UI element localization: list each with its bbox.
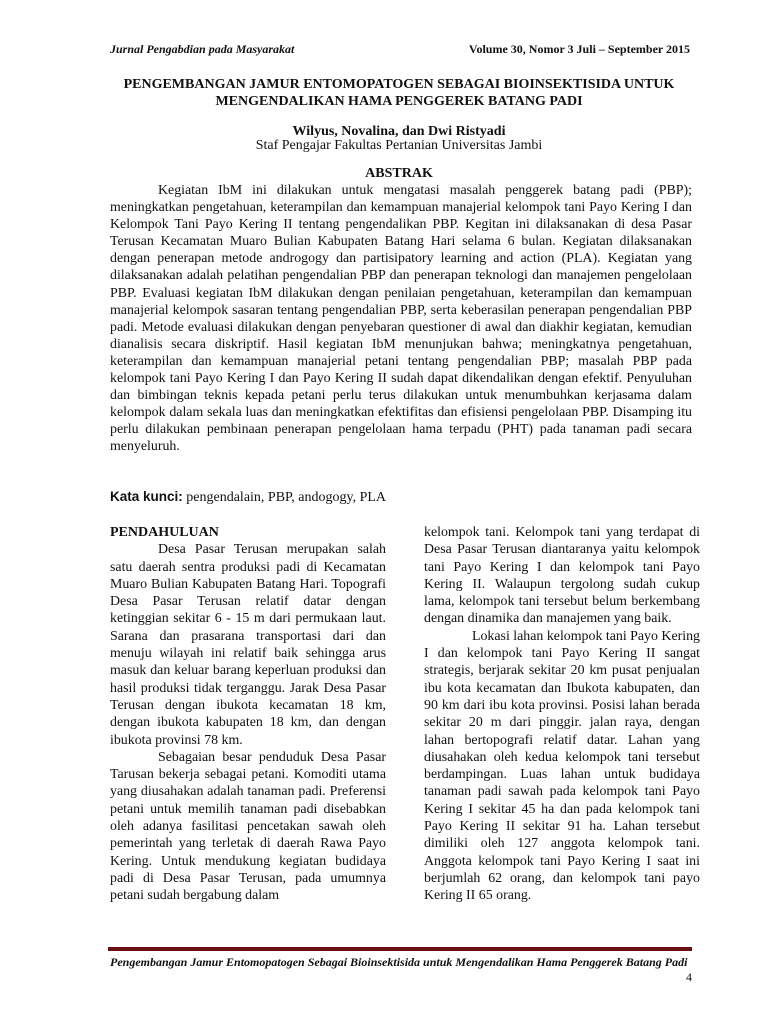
footer-title: Pengembangan Jamur Entomopatogen Sebagai Bioinsektisida untuk Mengendalikan Hama Penggerek Batang Padi [110, 955, 688, 969]
authors: Wilyus, Novalina, dan Dwi Ristyadi [292, 124, 506, 139]
journal-name: Jurnal Pengabdian pada Masyarakat [110, 42, 295, 56]
abstract-text: Kegiatan IbM ini dilakukan untuk mengatasi masalah penggerek batang padi (PBP); meningkatkan pengetahuan, keterampilan dan kemampuan manajerial kelompok tani Payo Kering I dan Kelompok Tani Payo Kering II tentang pengendalikan PBP. Kegitan ini dilaksanakan di desa Pasar Terusan Kecamatan Muaro Bulian Kabupaten Batang Hari selama 6 bulan. Kegiatan dilaksanakan dengan penerapan metode androgogy dan partisipatory learning and action (PLA). Kegiatan yang dilaksanakan adalah pelatihan pengendalian PBP dan penerapan teknologi dan manajemen pengelolaan PBP. Evaluasi kegiatan IbM dilakukan dengan penilaian pengetahuan, keterampilan dan kemampuan manajerial kelompok sasaran tentang pengendalian PBP, serta keberasilan penerapan pengendalian PBP padi. Metode evaluasi dilakukan dengan penyebaran questioner di awal dan diakhir kegiatan, kemudian dianalisis secara diskriptif. Hasil kegiatan IbM menunjukan bahwa; meningkatnya pengetahuan, keterampilan dan kemampuan manajerial petani tentang pengendalian PBP; masalah PBP pada kelompok tani Payo Kering I dan Payo Kering II sudah dapat dikendalikan dengan efektif. Penyuluhan dan bimbingan teknis kepada petani perlu terus dilakukan untuk menumbuhkan kerjasama dalam kelompok dalam sekala luas dan meningkatkan efektifitas dan efisiensi pengelolaan PBP. Disamping itu perlu dilakukan pembinaan penerapan pengelolaan hama terpadu (PHT) pada tanaman padi secara menyeluruh. [110, 183, 692, 455]
paragraph: kelompok tani. Kelompok tani yang terdapat di Desa Pasar Terusan diantaranya yaitu kelompok tani Payo Kering I dan kelompok tani Payo Kering II. Walaupun tergolong sudah cukup lama, kelompok tani tersebut belum berkembang dengan dinamika dan manajemen yang baik. [424, 525, 700, 627]
running-header [110, 42, 690, 57]
keywords-label: Kata kunci: [110, 489, 183, 504]
affiliation: Staf Pengajar Fakultas Pertanian Universitas Jambi [255, 138, 543, 153]
keywords [110, 489, 692, 506]
volume-info: Volume 30, Nomor 3 Juli – September 2015 [468, 42, 690, 56]
abstract-heading: ABSTRAK [365, 166, 433, 181]
left-column [110, 524, 386, 905]
page-number: 4 [686, 970, 692, 984]
footer-divider [108, 947, 692, 951]
paragraph: Sebagaian besar penduduk Desa Pasar Tarusan bekerja sebagai petani. Komoditi utama yang diusahakan adalah tanaman padi. Preferensi petani untuk memilih tanaman padi disebabkan oleh adanya fasilitasi pencetakan sawah oleh pemerintah yang terletak di daerah Rawa Payo Kering. Untuk mendukung kegiatan budidaya padi di Desa Pasar Terusan, pada umumnya petani sudah bergabung dalam [110, 749, 386, 904]
paragraph: Lokasi lahan kelompok tani Payo Kering I dan kelompok tani Payo Kering II sangat strategis, berjarak sekitar 20 km pusat penjualan ibu kota kecamatan dan Ibukota kabupaten, dan 90 km dari ibu kota provinsi. Posisi lahan berada sekitar 20 m dari pinggir. jalan raya, dengan lahan bertopografi relatif datar. Lahan yang diusahakan oleh kedua kelompok tani tersebut berdampingan. Luas lahan untuk budidaya tanaman padi sawah pada kelompok tani Payo Kering I sekitar 45 ha dan pada kelompok tani Payo Kering II sekitar 91 ha. Lahan tersebut dimiliki oleh 127 anggota kelompok tani. Anggota kelompok tani Payo Kering I saat ini berjumlah 62 orang, dan kelompok tani payo Kering II 65 orang. [424, 628, 700, 904]
paragraph: Desa Pasar Terusan merupakan salah satu daerah sentra produksi padi di Kecamatan Muaro Bulian Kabupaten Batang Hari. Topografi Desa Pasar Terusan relatif datar dengan ketinggian sekitar 6 - 15 m dari permukaan laut. Sarana dan prasarana transportasi dari dan menuju wilayah ini relatif baik sehingga arus masuk dan keluar barang keperluan produksi dan hasil produksi tidak terganggu. Jarak Desa Pasar Terusan dengan ibukota kecamatan 18 km, dengan ibukota kabupaten 18 km, dan dengan ibukota provinsi 78 km. [110, 542, 386, 748]
paper-title: PENGEMBANGAN JAMUR ENTOMOPATOGEN SEBAGAI BIOINSEKTISIDA UNTUK MENGENDALIKAN HAMA PENGGEREK BATANG PADI [123, 77, 675, 109]
keywords-value: pengendalain, PBP, andogogy, PLA [182, 490, 387, 505]
section-heading: PENDAHULUAN [110, 525, 219, 540]
right-column [424, 524, 700, 905]
